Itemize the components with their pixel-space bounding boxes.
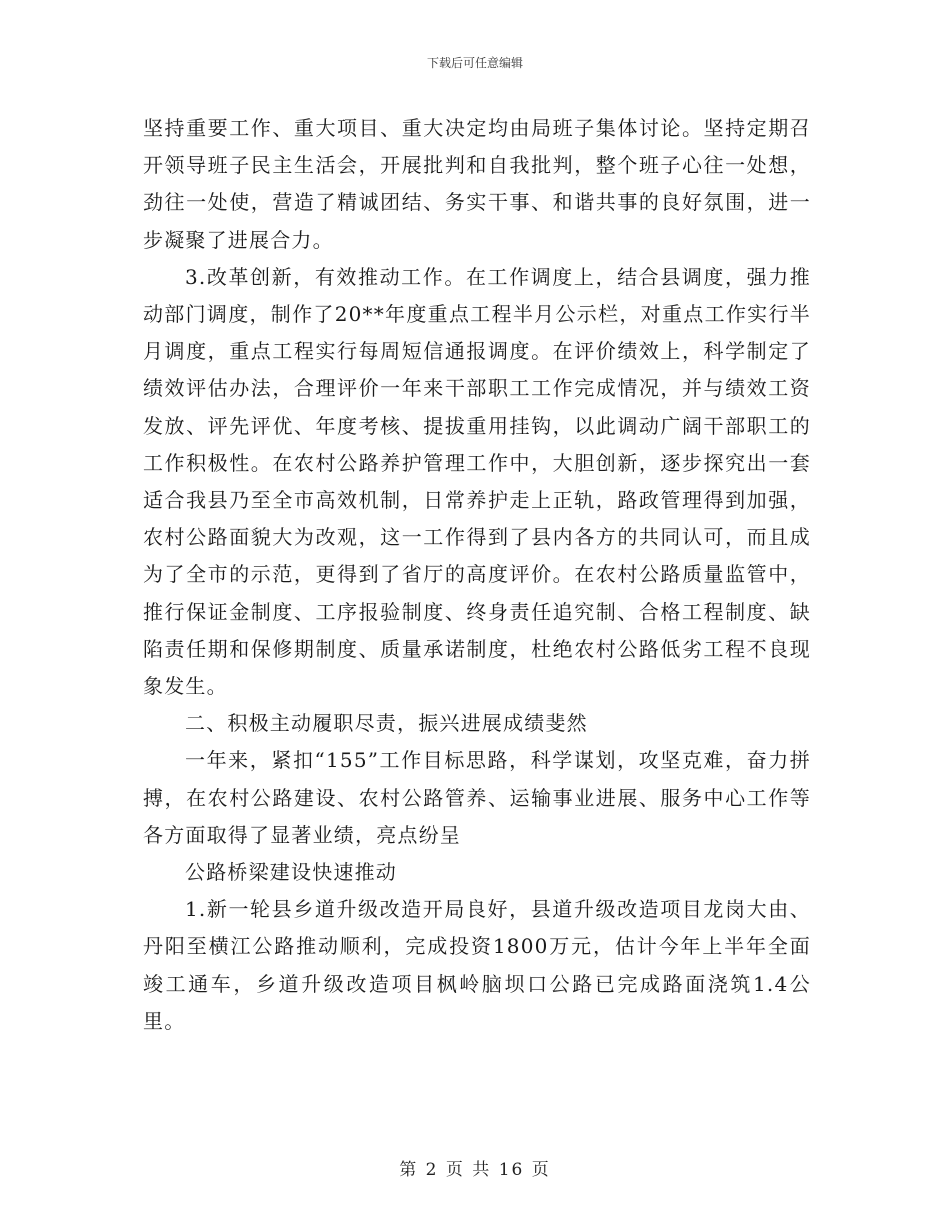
document-body [143, 110, 811, 1040]
paragraph-road-upgrade: 1.新一轮县乡道升级改造开局良好，县道升级改造项目龙岗大由、丹阳至横江公路推动顺利，完成投资1800万元，估计今年上半年全面竣工通车，乡道升级改造项目枫岭脑坝口公路已完成路面浇筑1.4公里。 [143, 897, 811, 1033]
page-number-footer: 第 2 页 共 16 页 [399, 1160, 551, 1180]
page-header-note: 下载后可任意编辑 [426, 56, 523, 70]
paragraph-year-summary: 一年来，紧扣“155”工作目标思路，科学谋划，攻坚克难，奋力拼搏，在农村公路建设、农村公路管养、运输事业进展、服务中心工作等各方面取得了显著业绩，亮点纷呈 [143, 748, 811, 847]
section-heading-duties: 二、积极主动履职尽责，振兴进展成绩斐然 [185, 711, 588, 736]
paragraph-reform-innovation: 3.改革创新，有效推动工作。在工作调度上，结合县调度，强力推动部门调度，制作了20**年度重点工程半月公示栏，对重点工作实行半月调度，重点工程实行每周短信通报调度。在评价绩效上，科学制定了绩效评估办法，合理评价一年来干部职工工作完成情况，并与绩效工资发放、评先评优、年度考核、提拔重用挂钩，以此调动广阔干部职工的工作积极性。在农村公路养护管理工作中，大胆创新，逐步探究出一套适合我县乃至全市高效机制，日常养护走上正轨，路政管理得到加强，农村公路面貌大为改观，这一工作得到了县内各方的共同认可，而且成为了全市的示范，更得到了省厅的高度评价。在农村公路质量监管中，推行保证金制度、工序报验制度、终身责任追究制、合格工程制度、缺陷责任期和保修期制度、质量承诺制度，杜绝农村公路低劣工程不良现象发生。 [143, 264, 811, 699]
paragraph-leadership-continuation: 坚持重要工作、重大项目、重大决定均由局班子集体讨论。坚持定期召开领导班子民主生活会，开展批判和自我批判，整个班子心往一处想，劲往一处使，营造了精诚团结、务实干事、和谐共事的良好氛围，进一步凝聚了进展合力。 [143, 116, 811, 252]
subheading-road-bridge: 公路桥梁建设快速推动 [185, 860, 397, 885]
